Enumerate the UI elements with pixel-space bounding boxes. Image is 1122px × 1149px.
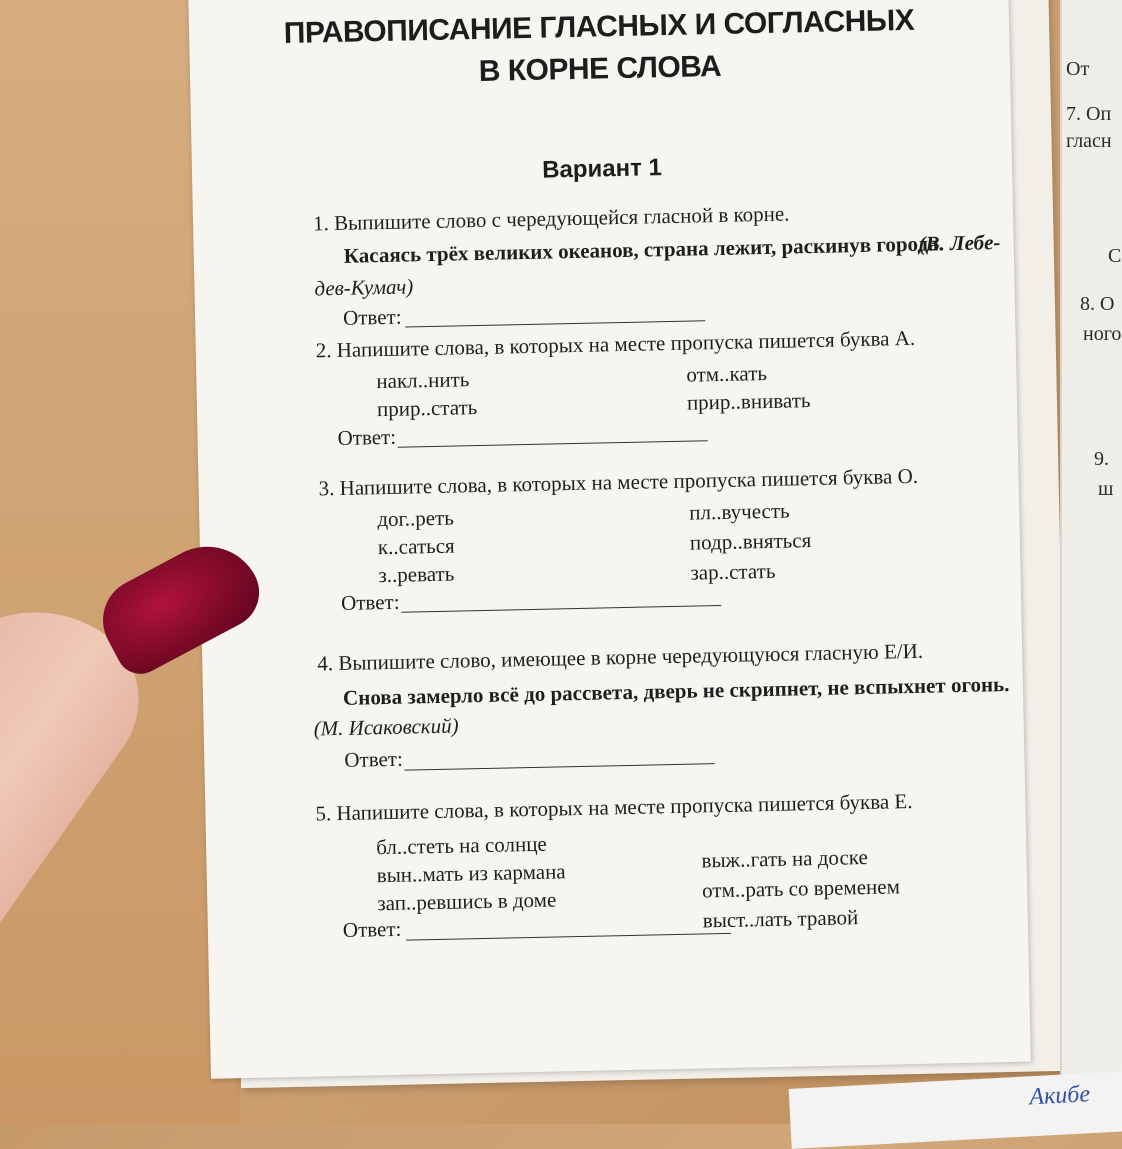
page-title-line2: В КОРНЕ СЛОВА	[478, 49, 722, 88]
task3-word: пл..вучесть	[688, 498, 790, 525]
task3-word: з..ревать	[378, 561, 455, 588]
task3-word: дог..реть	[377, 505, 455, 532]
task3-word: к..саться	[377, 533, 455, 560]
task4-sentence: Снова замерло всё до рассвета, дверь не скрипнет, не вспыхнет огонь.	[342, 671, 1010, 710]
task5-word: выж..гать на доске	[701, 844, 869, 873]
right-page-text: 7. Оп	[1066, 103, 1112, 125]
worksheet-page	[188, 0, 1031, 1079]
page-title-line1: ПРАВОПИСАНИЕ ГЛАСНЫХ И СОГЛАСНЫХ	[283, 3, 915, 51]
task5-word: выст..лать травой	[702, 905, 859, 933]
task4-answer-line[interactable]	[405, 763, 715, 770]
right-page-text: гласн	[1066, 130, 1112, 152]
task1-answer-label: Ответ:	[342, 304, 402, 330]
task5-word: вын..мать из кармана	[376, 859, 566, 888]
bottom-handwriting: Акибе	[1028, 1081, 1091, 1111]
right-page-text: От	[1066, 58, 1090, 80]
hand	[0, 560, 270, 1140]
task2-word: прир..стать	[376, 395, 478, 422]
task2-answer-line[interactable]	[398, 440, 708, 447]
task5-answer-label: Ответ:	[342, 916, 402, 942]
task4-answer-label: Ответ:	[344, 746, 404, 772]
task1-sentence: Касаясь трёх великих океанов, страна лежит, раскинув города.	[343, 231, 945, 268]
right-page-text: ш	[1098, 478, 1114, 500]
right-page-text: ного	[1083, 323, 1122, 345]
task5-word: зап..ревшись в доме	[377, 887, 557, 916]
task3-answer-line[interactable]	[401, 605, 721, 613]
right-page-text: 9.	[1094, 448, 1109, 470]
task2-answer-label: Ответ:	[337, 424, 397, 450]
task5-word: отм..рать со временем	[701, 874, 901, 903]
book	[148, 0, 1102, 1130]
task5-instruction: 5. Напишите слова, в которых на месте пропуска пишется буква Е.	[315, 789, 913, 826]
task4-instruction: 4. Выпишите слово, имеющее в корне чередующуюся гласную Е/И.	[317, 638, 924, 676]
task1-author-part2: дев-Кумач)	[314, 274, 414, 301]
task4-author: (М. Исаковский)	[313, 713, 459, 741]
task5-word: бл..стеть на солнце	[375, 831, 547, 860]
task3-word: подр..вняться	[689, 528, 812, 555]
right-page	[1060, 0, 1122, 1124]
task3-instruction: 3. Напишите слова, в которых на месте пропуска пишется буква О.	[318, 463, 919, 501]
task1-author-part1: (В. Лебе-	[918, 230, 1001, 256]
right-page-text: С	[1108, 245, 1122, 267]
task2-word: отм..кать	[686, 360, 768, 387]
task3-word: зар..стать	[690, 558, 776, 585]
task2-instruction: 2. Напишите слова, в которых на месте пропуска пишется буква А.	[315, 325, 916, 363]
variant-heading: Вариант 1	[541, 154, 663, 184]
task2-word: накл..нить	[376, 367, 470, 394]
task3-answer-label: Ответ:	[340, 589, 400, 615]
right-page-text: 8. О	[1080, 293, 1115, 315]
task5-answer-line[interactable]	[406, 933, 731, 941]
task1-instruction: 1. Выпишите слово с чередующейся гласной в корне.	[312, 201, 790, 236]
task1-answer-line[interactable]	[405, 320, 705, 327]
task2-word: прир..внивать	[686, 388, 811, 415]
